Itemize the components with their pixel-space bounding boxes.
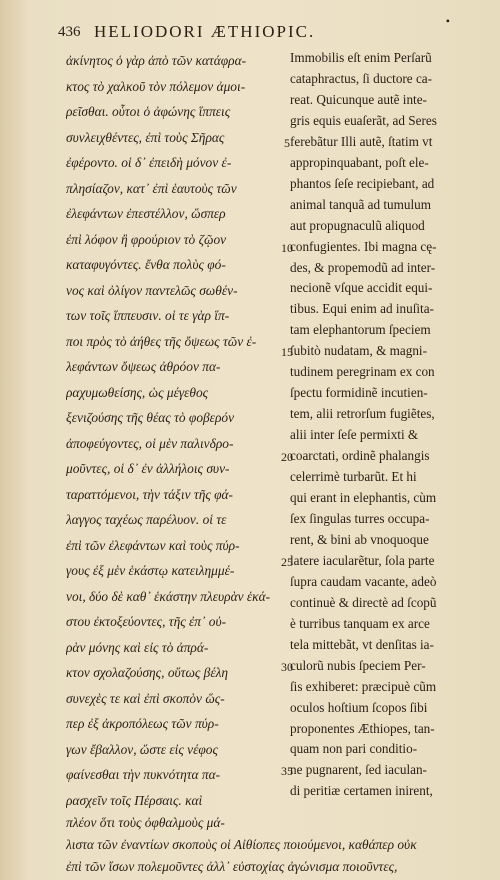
running-title: HELIODORI ÆTHIOPIC.: [94, 22, 316, 41]
greek-line: λεφάντων ὄψεως ἀθρόον πα-: [66, 359, 221, 374]
greek-line: συνεχὲς τε καὶ ἐπὶ σκοπὸν ὥς-: [66, 690, 225, 706]
greek-line: στου ἐκτοξεύοντες, τῆς ἐπ᾽ οὐ-: [66, 614, 227, 629]
latin-line: confugientes. Ibi magna cę-: [290, 238, 437, 254]
latin-line: tem, alii retrorſum fugiẽtes,: [290, 406, 435, 422]
latin-line: alii inter ſeſe permixti &: [290, 427, 419, 443]
latin-line: ſubitò nudatam, & magni-: [290, 343, 427, 359]
latin-line: ſpectu formidinẽ incutien-: [290, 385, 428, 401]
line-number: 20: [281, 450, 293, 465]
page-header: [58, 14, 480, 48]
greek-line: ἀποφεύγοντες, οἱ μὲν παλινδρο-: [66, 435, 234, 451]
greek-line: ἐπὶ τῶν ἐλεφάντων καὶ τοὺς πύρ-: [66, 537, 240, 553]
greek-line: ταραττόμενοι, τὴν τάξιν τῆς φά-: [66, 486, 234, 502]
greek-line: πλησίαζον, κατ᾽ ἐπὶ ἑαυτοὺς τῶν: [66, 180, 237, 196]
latin-line: ne pugnarent, ſed iaculan-: [290, 762, 427, 778]
page-number: 436: [58, 24, 81, 40]
latin-line: animal tanquã ad tumulum: [290, 196, 431, 212]
latin-line: gris equis euaſerãt, ad Seres: [290, 112, 437, 128]
latin-line: latere iacularẽtur, ſola parte: [290, 552, 435, 568]
latin-line: phantos ſeſe recipiebant, ad: [290, 175, 435, 191]
greek-line: ἐπὶ λόφον ἢ φρούριον τὸ ζῷον: [66, 231, 227, 247]
latin-line: tudinem peregrinam ex con: [290, 364, 435, 380]
line-number: 5: [284, 135, 290, 150]
footer-greek-line: πλέον ὅτι τοὺς ὀφθαλμοὺς μά-: [66, 815, 225, 830]
greek-line: ρασχεῖν τοῖς Πέρσαις. καὶ: [66, 792, 203, 808]
latin-line: Immobilis eſt enim Perſarũ: [290, 50, 432, 65]
greek-line: ρὰν μόνης καὶ εἰς τὸ ἀπρά-: [66, 639, 209, 655]
greek-line: μοῦντες, οἱ δ᾽ ἐν ἀλλήλοις συν-: [66, 461, 230, 476]
latin-line: ſex ſingulas turres occupa-: [290, 510, 430, 526]
latin-line: culorũ nubis ſpeciem Per-: [290, 657, 426, 673]
latin-line: ferebãtur Illi autẽ, ſtatim vt: [290, 133, 433, 149]
greek-line: νος καὶ ὀλίγον παντελῶς σωθέν-: [66, 282, 238, 298]
line-number: 10: [281, 240, 293, 255]
latin-line: tela mittebãt, vt denſitas ia-: [290, 636, 434, 652]
greek-line: κτον σχολαζούσης, οὕτως βέλη: [66, 665, 229, 680]
greek-line: των τοῖς ἵππευσιν. οἱ τε γὰρ ἵπ-: [66, 308, 230, 323]
greek-line: συνλειχθέντες, ἐπὶ τοὺς Σῆρας: [66, 129, 225, 145]
greek-line: ἀκίνητος ὁ γὰρ ἀπὸ τῶν κατάφρα-: [66, 53, 247, 68]
line-number: 25: [281, 554, 293, 569]
greek-line: περ ἐξ ἀκροπόλεως τῶν πύρ-: [66, 716, 219, 731]
latin-line: appropinquabant, poſt ele-: [290, 154, 429, 170]
latin-line: tam elephantorum ſpeciem: [290, 322, 431, 338]
footer-greek-line: ἐπὶ τῶν ἴσων πολεμοῦντες ἀλλ᾽ εὐστοχίας ἀγώνισμα ποιοῦντες,: [66, 859, 398, 874]
greek-line: ξενιζούσης τῆς θέας τὸ φοβερόν: [66, 410, 235, 425]
ornament-mark: •: [445, 14, 452, 28]
greek-line: ἐφέροντο. οἱ δ᾽ ἐπειδὴ μόνον ἐ-: [66, 155, 232, 170]
greek-text-column: [66, 48, 288, 813]
greek-line: κτος τὸ χαλκοῦ τὸν πόλεμον ἀμοι-: [66, 78, 246, 94]
greek-line: ποι πρὸς τὸ ἀήθες τῆς ὄψεως τῶν ἐ-: [66, 333, 257, 349]
line-number: 30: [281, 659, 293, 674]
latin-line: coarctati, ordinẽ phalangis: [290, 448, 430, 464]
greek-line: καταφυγόντες. ἔνθα πολὺς φό-: [66, 257, 226, 272]
latin-line: ſis exhiberet: præcipuè cũm: [290, 678, 437, 694]
latin-text-column: [290, 48, 490, 802]
greek-line: ραχυμωθείσης, ὡς μέγεθος: [66, 384, 209, 400]
latin-line: des, & propemodũ ad inter-: [290, 259, 436, 275]
latin-line: è turribus tanquam ex arce: [290, 615, 430, 631]
latin-line: aut propugnaculũ aliquod: [290, 217, 425, 233]
latin-line: tibus. Equi enim ad inuſita-: [290, 301, 434, 317]
greek-line: ρεῖσθαι. οὗτοι ὁ ἀφώνης ἵππεις: [66, 104, 231, 119]
latin-line: continuè & directè ad ſcopũ: [290, 594, 437, 610]
greek-line: ἐλεφάντων ἐπεστέλλον, ὥσπερ: [66, 206, 226, 221]
latin-line: cataphractus, ſi ductore ca-: [290, 70, 433, 86]
latin-line: ſupra caudam vacante, adeò: [290, 573, 437, 589]
latin-line: rent, & bini ab vnoquoque: [290, 531, 429, 547]
latin-line: necionẽ vſque accidit equi-: [290, 280, 433, 296]
latin-line: di peritiæ certamen inirent,: [290, 783, 433, 799]
greek-line: γους ἐξ μὲν ἑκάστῳ κατειλημμέ-: [66, 563, 235, 578]
greek-line: νοι, δύο δὲ καθ᾽ ἑκάστην πλευρὰν ἑκά-: [66, 588, 271, 604]
greek-line: φαίνεσθαι τὴν πυκνότητα πα-: [66, 767, 221, 782]
latin-line: quam non pari conditio-: [290, 741, 418, 757]
line-number: 35: [281, 764, 293, 779]
latin-line: qui erant in elephantis, cùm: [290, 490, 437, 506]
greek-line: λαγγος ταχέως παρέλυον. οἱ τε: [66, 512, 227, 527]
latin-line: oculos hoſtium ſcopos ſibi: [290, 699, 428, 715]
latin-line: proponentes Æthiopes, tan-: [290, 720, 435, 736]
line-number: 15: [281, 345, 293, 360]
footer-greek-line: λιστα τῶν ἐναντίων σκοποὺς οἱ Αἰθίοπες ποιούμενοι, καθάπερ οὐκ: [66, 837, 417, 852]
latin-line: reat. Quicunque autẽ inte-: [290, 91, 427, 107]
greek-line: γων ἔβαλλον, ὥστε εἰς νέφος: [66, 741, 218, 757]
latin-line: celerrimè turbarũt. Et hi: [290, 469, 417, 485]
